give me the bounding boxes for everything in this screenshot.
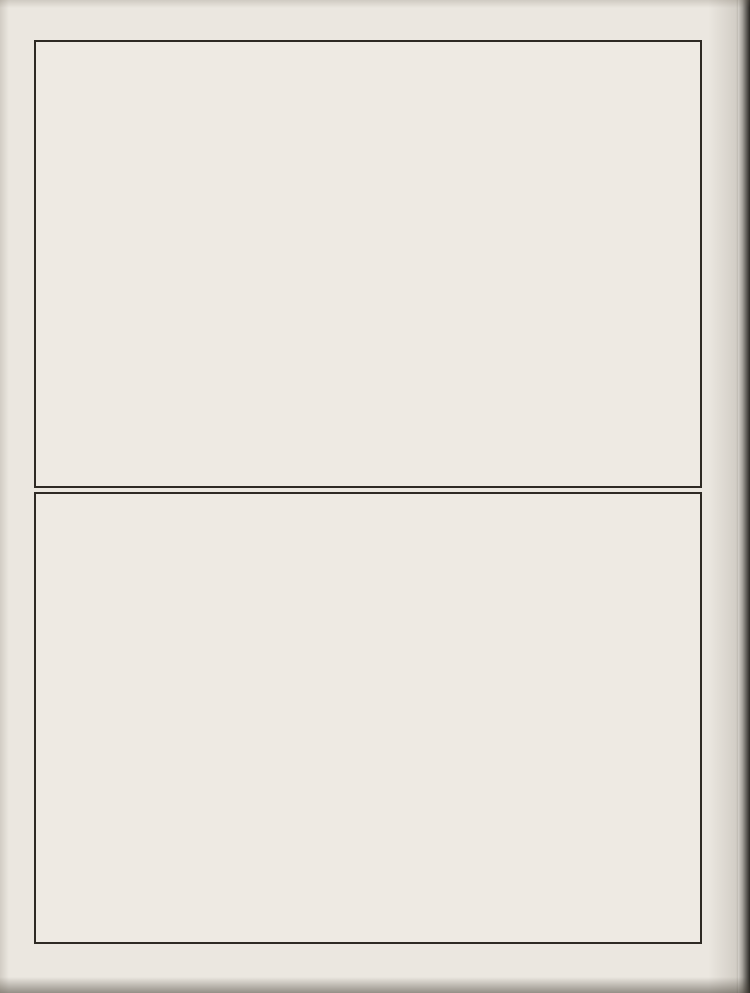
roster-table-bottom [34,492,702,944]
scan-shadow-bottom [0,977,750,993]
scan-shadow-left [0,0,9,993]
scan-shadow-right-soft [708,0,738,993]
scan-shadow-top [0,0,750,8]
scan-shadow-right [736,0,750,993]
roster-table-top [34,40,702,488]
